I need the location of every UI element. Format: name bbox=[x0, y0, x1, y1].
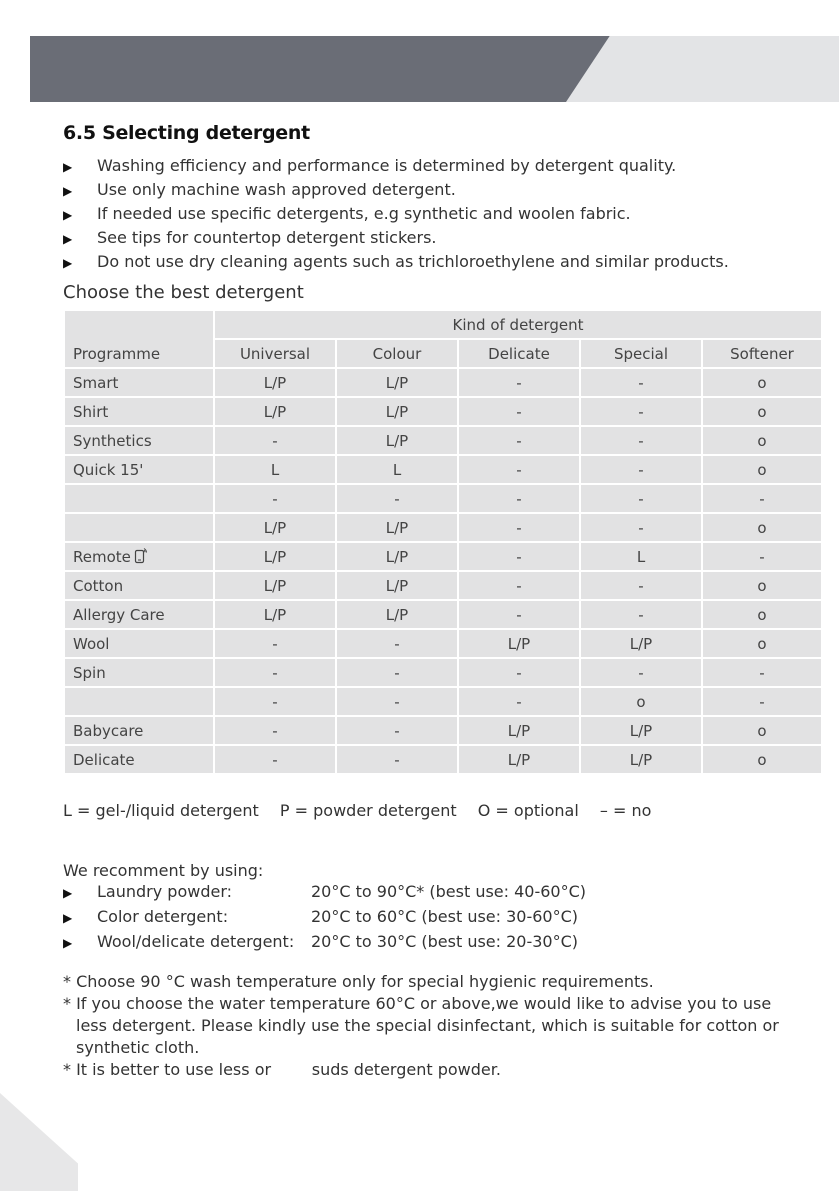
table-cell: - bbox=[703, 688, 821, 715]
table-cell: - bbox=[337, 659, 457, 686]
table-cell: L/P bbox=[337, 369, 457, 396]
table-cell: L/P bbox=[215, 369, 335, 396]
list-item: ▶ Do not use dry cleaning agents such as trichloroethylene and similar products. bbox=[63, 250, 729, 274]
intro-bullet-list bbox=[63, 154, 729, 274]
programme-cell: Remote bbox=[65, 543, 213, 570]
table-row bbox=[65, 427, 821, 454]
table-cell: L/P bbox=[215, 572, 335, 599]
table-heading: Choose the best detergent bbox=[63, 282, 304, 303]
table-cell: o bbox=[581, 688, 701, 715]
programme-cell: Cotton bbox=[65, 572, 213, 599]
table-cell: - bbox=[215, 746, 335, 773]
table-cell: L bbox=[581, 543, 701, 570]
table-row bbox=[65, 659, 821, 686]
table-cell: L/P bbox=[215, 601, 335, 628]
programme-cell: Smart bbox=[65, 369, 213, 396]
list-item: ▶ Washing efficiency and performance is determined by detergent quality. bbox=[63, 154, 729, 178]
table-row bbox=[65, 369, 821, 396]
list-item: ▶ If needed use specific detergents, e.g synthetic and woolen fabric. bbox=[63, 202, 729, 226]
table-cell: L/P bbox=[337, 543, 457, 570]
table-cell: - bbox=[459, 659, 579, 686]
table-cell: - bbox=[215, 630, 335, 657]
table-cell: L/P bbox=[215, 543, 335, 570]
table-cell: L/P bbox=[581, 630, 701, 657]
table-row bbox=[65, 572, 821, 599]
programme-cell bbox=[65, 485, 213, 512]
legend-powder: P = powder detergent bbox=[279, 801, 457, 820]
table-row bbox=[65, 514, 821, 541]
table-cell: o bbox=[703, 601, 821, 628]
recommend-list bbox=[63, 879, 586, 954]
table-cell: - bbox=[215, 659, 335, 686]
table-cell: - bbox=[459, 601, 579, 628]
programme-cell: Spin bbox=[65, 659, 213, 686]
table-cell: - bbox=[215, 688, 335, 715]
header-band-dark bbox=[30, 36, 610, 102]
arrow-right-icon: ▶ bbox=[63, 911, 73, 925]
table-cell: L/P bbox=[459, 717, 579, 744]
table-cell: - bbox=[337, 688, 457, 715]
table-cell: - bbox=[459, 369, 579, 396]
table-cell: - bbox=[459, 485, 579, 512]
arrow-right-icon: ▶ bbox=[63, 208, 73, 222]
note: * It is better to use less or suds detergent powder. bbox=[63, 1060, 501, 1079]
table-row bbox=[65, 688, 821, 715]
column-header-programme: Programme bbox=[65, 311, 213, 367]
table-cell: o bbox=[703, 717, 821, 744]
table-cell: - bbox=[215, 717, 335, 744]
table-cell: - bbox=[459, 456, 579, 483]
table-row bbox=[65, 456, 821, 483]
column-header-delicate: Delicate bbox=[459, 340, 579, 367]
detergent-table bbox=[63, 309, 823, 775]
programme-cell: Allergy Care bbox=[65, 601, 213, 628]
legend-no: – = no bbox=[599, 801, 652, 820]
table-cell: L/P bbox=[215, 398, 335, 425]
table-row bbox=[65, 398, 821, 425]
table-cell: L/P bbox=[337, 601, 457, 628]
programme-cell: Quick 15' bbox=[65, 456, 213, 483]
table-cell: L/P bbox=[337, 427, 457, 454]
table-header-row bbox=[65, 311, 821, 338]
table-row bbox=[65, 717, 821, 744]
list-item: ▶ Wool/delicate detergent: 20°C to 30°C (best use: 20-30°C) bbox=[63, 929, 586, 954]
legend-optional: O = optional bbox=[477, 801, 579, 820]
table-cell: - bbox=[459, 514, 579, 541]
programme-cell: Babycare bbox=[65, 717, 213, 744]
arrow-right-icon: ▶ bbox=[63, 184, 73, 198]
table-cell: L/P bbox=[459, 746, 579, 773]
table-cell: o bbox=[703, 572, 821, 599]
table-cell: - bbox=[215, 427, 335, 454]
table-cell: - bbox=[337, 485, 457, 512]
table-cell: - bbox=[703, 543, 821, 570]
kind-of-detergent-header: Kind of detergent bbox=[215, 311, 821, 338]
table-cell: o bbox=[703, 456, 821, 483]
column-header-colour: Colour bbox=[337, 340, 457, 367]
table-row bbox=[65, 746, 821, 773]
column-header-special: Special bbox=[581, 340, 701, 367]
table-cell: o bbox=[703, 398, 821, 425]
table-cell: L/P bbox=[215, 514, 335, 541]
table-cell: - bbox=[703, 485, 821, 512]
arrow-right-icon: ▶ bbox=[63, 256, 73, 270]
column-header-universal: Universal bbox=[215, 340, 335, 367]
table-cell: L/P bbox=[337, 514, 457, 541]
notes bbox=[63, 971, 803, 1081]
table-cell: - bbox=[459, 427, 579, 454]
table-cell: L/P bbox=[337, 572, 457, 599]
table-cell: - bbox=[337, 717, 457, 744]
table-cell: o bbox=[703, 427, 821, 454]
table-cell: - bbox=[459, 398, 579, 425]
arrow-right-icon: ▶ bbox=[63, 936, 73, 950]
table-row bbox=[65, 630, 821, 657]
list-item: ▶ Use only machine wash approved detergent. bbox=[63, 178, 729, 202]
arrow-right-icon: ▶ bbox=[63, 160, 73, 174]
programme-cell: Wool bbox=[65, 630, 213, 657]
table-row bbox=[65, 485, 821, 512]
programme-cell: Shirt bbox=[65, 398, 213, 425]
section-title: 6.5 Selecting detergent bbox=[63, 122, 310, 144]
table-cell: - bbox=[337, 630, 457, 657]
corner-decoration bbox=[0, 1093, 78, 1191]
table-cell: - bbox=[581, 572, 701, 599]
table-cell: - bbox=[581, 398, 701, 425]
table-cell: - bbox=[581, 601, 701, 628]
legend bbox=[63, 801, 667, 820]
table-cell: o bbox=[703, 369, 821, 396]
table-cell: - bbox=[581, 485, 701, 512]
header-band-light bbox=[566, 36, 839, 102]
note: * Choose 90 °C wash temperature only for special hygienic requirements. bbox=[63, 972, 654, 991]
programme-cell bbox=[65, 688, 213, 715]
table-cell: L bbox=[215, 456, 335, 483]
table-cell: L/P bbox=[337, 398, 457, 425]
recommend-title: We recomment by using: bbox=[63, 861, 264, 880]
programme-cell: Synthetics bbox=[65, 427, 213, 454]
table-cell: - bbox=[581, 514, 701, 541]
table-cell: - bbox=[459, 688, 579, 715]
programme-cell bbox=[65, 514, 213, 541]
table-row bbox=[65, 601, 821, 628]
table-cell: - bbox=[581, 427, 701, 454]
phone-icon bbox=[131, 548, 148, 566]
table-cell: L bbox=[337, 456, 457, 483]
table-cell: - bbox=[703, 659, 821, 686]
table-cell: L/P bbox=[459, 630, 579, 657]
programme-cell: Delicate bbox=[65, 746, 213, 773]
table-cell: - bbox=[459, 572, 579, 599]
table-cell: - bbox=[581, 369, 701, 396]
list-item: ▶ Color detergent: 20°C to 60°C (best use: 30-60°C) bbox=[63, 904, 586, 929]
arrow-right-icon: ▶ bbox=[63, 886, 73, 900]
arrow-right-icon: ▶ bbox=[63, 232, 73, 246]
table-cell: - bbox=[337, 746, 457, 773]
table-cell: o bbox=[703, 630, 821, 657]
note: * If you choose the water temperature 60°C or above,we would like to advise you to use less detergent. Please kindly use the special disinfectant, which is suitable for cotton or synthetic cloth. bbox=[63, 994, 779, 1057]
table-cell: L/P bbox=[581, 717, 701, 744]
column-header-softener: Softener bbox=[703, 340, 821, 367]
legend-liquid: L = gel-/liquid detergent bbox=[63, 801, 259, 820]
table-cell: o bbox=[703, 746, 821, 773]
table-row bbox=[65, 543, 821, 570]
table-cell: L/P bbox=[581, 746, 701, 773]
table-cell: - bbox=[581, 456, 701, 483]
list-item: ▶ Laundry powder: 20°C to 90°C* (best use: 40-60°C) bbox=[63, 879, 586, 904]
table-cell: - bbox=[215, 485, 335, 512]
table-cell: o bbox=[703, 514, 821, 541]
table-cell: - bbox=[459, 543, 579, 570]
table-cell: - bbox=[581, 659, 701, 686]
list-item: ▶ See tips for countertop detergent stickers. bbox=[63, 226, 729, 250]
